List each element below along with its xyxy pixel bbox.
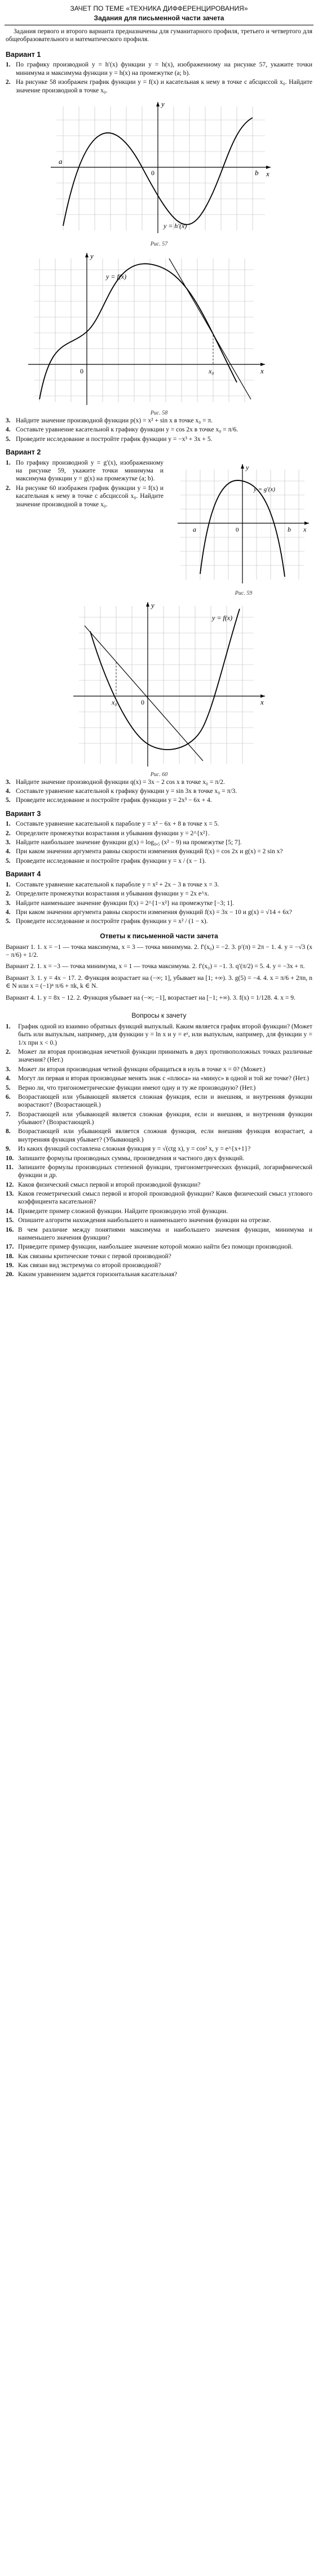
question-item: 18. Как связаны критические точки с первой производной? [0, 1252, 318, 1261]
fig59-label-y: y [246, 463, 249, 471]
question-item: 15. Опишите алгоритм нахождения наибольшего и наименьшего значения функции на отрезке. [0, 1216, 318, 1225]
figure-60 [0, 598, 318, 778]
variant2-heading: Вариант 2 [6, 448, 41, 456]
question-text: Может ли вторая производная четной функции обращаться в нуль в точке x = 0? (Может.) [18, 1066, 266, 1073]
figure-59-caption: Рис. 59 [235, 590, 253, 596]
questions-heading: Вопросы к зачету [131, 1011, 187, 1019]
fig58-label-x0: x₀ [209, 367, 214, 375]
task-text: Определите промежутки возрастания и убывания функции y = 2^{x²}. [16, 830, 210, 837]
question-item: 3. Может ли вторая производная четной функции обращаться в нуль в точке x = 0? (Может.) [0, 1065, 318, 1074]
fig60-label-origin: 0 [141, 698, 144, 706]
question-text: Каков физический смысл первой и второй производной функции? [18, 1181, 201, 1188]
figure-60-caption: Рис. 60 [150, 771, 168, 778]
question-text: Каков геометрический смысл первой и второй производной функции? Каков физический смысл углового коэффициента касательной? [18, 1191, 312, 1206]
question-text: Запишите формулы производных суммы, произведения и частного двух функций. [18, 1155, 245, 1162]
question-text: График одной из взаимно обратных функций выпуклый. Каким является график второй функции? (Может быть или выпуклым, например, для функции y = ln x и y = eˣ, или выпуклым, например, для функции y = 1/x при x < 0.) [18, 1023, 312, 1046]
task-text: Проведите исследование и постройте график функции y = −x³ + 3x + 5. [16, 435, 213, 443]
answers-heading: Ответы к письменной части зачета [100, 932, 218, 940]
question-text: Возрастающей или убывающей является сложная функция, если и внешняя, и внутренняя функции убывают? (Возрастающей.) [18, 1111, 312, 1126]
question-text: Возрастающей или убывающей является сложная функция, если и внешняя, и внутренняя функции возрастают? (Возрастающей.) [18, 1093, 312, 1109]
variant3-task-2: 2. Определите промежутки возрастания и убывания функции y = 2^{x²}. [0, 829, 318, 838]
variant1-task-2: 2. На рисунке 58 изображен график функции y = f(x) и касательная к нему в точке с абсциссой x₀. Найдите значение производной в точке x₀. [6, 79, 312, 94]
page-title: ЗАЧЕТ ПО ТЕМЕ «ТЕХНИКА ДИФФЕРЕНЦИРОВАНИЯ» [70, 5, 248, 12]
figure-59-graph [169, 458, 312, 588]
task-text: Найдите наименьшее значение функции f(x) = 2^{1−x²} на промежутке [−3; 1]. [16, 899, 234, 907]
task-text: Найдите значение производной функции p(x) = x² + sin x в точке x₀ = π. [16, 417, 213, 424]
question-text: Опишите алгоритм нахождения наибольшего и наименьшего значения функции на отрезке. [18, 1217, 271, 1224]
variant3-task-1: 1. Составьте уравнение касательной к параболе y = x² − 6x + 8 в точке x = 5. [0, 819, 318, 828]
answers-variant-4: Вариант 4. 1. y = 8x − 12. 2. Функция убывает на (−∞; −1], возрастает на [−1; +∞). 3. f(x) = 1/128. 4. x = 9. [6, 994, 295, 1001]
question-text: Запишите формулы производных степенной функции, тригонометрических функций, логарифмической функции и др. [18, 1164, 312, 1179]
variant1-task-5: 5. Проведите исследование и постройте график функции y = −x³ + 3x + 5. [0, 435, 318, 444]
fig58-label-curve: y = f(x) [106, 272, 127, 280]
question-item: 7. Возрастающей или убывающей является сложная функция, если и внешняя, и внутренняя функции убывают? (Возрастающей.) [6, 1111, 312, 1126]
variant4-heading: Вариант 4 [6, 870, 41, 879]
variant4-task-3: 3. Найдите наименьшее значение функции f(x) = 2^{1−x²} на промежутке [−3; 1]. [0, 899, 318, 908]
task-text: Составьте уравнение касательной к графику функции y = cos 2x в точке x₀ = π/6. [16, 426, 238, 434]
variant3-heading: Вариант 3 [6, 809, 41, 818]
question-item: 1. График одной из взаимно обратных функций выпуклый. Каким является график второй функции? (Может быть или выпуклым, например, для функции y = ln x и y = eˣ, или выпуклым, например, для функции y = 1/x при x < 0.) [6, 1023, 312, 1046]
question-text: В чем различие между понятиями максимума и наибольшего значения функции, минимума и наименьшего значения функции? [18, 1226, 312, 1241]
variant3-task-3: 3. Найдите наибольшее значение функции g(x) = log₀,₅ (x² − 9) на промежутке [5; 7]. [0, 838, 318, 847]
variant1-task-4: 4. Составьте уравнение касательной к графику функции y = cos 2x в точке x₀ = π/6. [0, 425, 318, 434]
task-text: Составьте уравнение касательной к параболе y = x² + 2x − 3 в точке x = 3. [16, 881, 219, 888]
figure-60-graph [0, 598, 318, 769]
answers-variant-3: Вариант 3. 1. y = 4x − 17. 2. Функция возрастает на (−∞; 1], убывает на [1; +∞). 3. g(5) = −4. 4. x = π/6 + 2πn, n ∈ N или x = (−1)ⁿ π/6 + πk, k ∈ N. [6, 974, 312, 990]
question-text: Возрастающей или убывающей является сложная функция, если внешняя функция возрастает, а внутренняя функция убывает? (Убывающей.) [18, 1128, 312, 1143]
question-text: Приведите пример сложной функции. Найдите производную этой функции. [18, 1207, 228, 1215]
fig57-label-x: x [266, 169, 270, 178]
task-text: На рисунке 60 изображен график функции y = f(x) и касательная к нему в точке с абсциссой x₀. Найдите значение производной в точке x₀. [16, 484, 164, 508]
fig60-label-curve: y = f(x) [212, 613, 233, 622]
answers-variant-2: Вариант 2. 1. x = −3 — точка минимума, x = 1 — точка максимума. 2. f′(x₀) = −1. 3. q′(π/2) = 5. 4. y = −3x + π. [6, 963, 305, 970]
task-text: Найдите наибольшее значение функции g(x) = log₀,₅ (x² − 9) на промежутке [5; 7]. [16, 839, 242, 846]
question-text: Как связаны критические точки с первой производной? [18, 1253, 171, 1260]
task-text: Составьте уравнение касательной к параболе y = x² − 6x + 8 в точке x = 5. [16, 821, 219, 828]
fig59-label-b: b [288, 525, 291, 533]
fig58-label-origin: 0 [80, 367, 83, 375]
variant3-task-4: 4. При каком значении аргумента равны скорости изменения функций f(x) = cos 2x и g(x) = 2 sin x? [0, 847, 318, 856]
task-text: Проведите исследование и постройте график функции y = x / (x − 1). [16, 857, 206, 864]
variant1-task-1: 1. По графику производной y = h′(x) функции y = h(x), изображенному на рисунке 57, укажите точки минимума и максимума функции y = h(x) на промежутке (a; b). [6, 61, 312, 77]
question-item: 20. Каким уравнением задается горизонтальная касательная? [0, 1270, 318, 1279]
question-item: 2. Может ли вторая производная нечетной функции принимать в двух противоположных точках различные значения? (Нет.) [6, 1049, 312, 1064]
question-text: Из каких функций составлена сложная функция y = √(ctg x), y = cos² x, y = e^{x+1}? [18, 1146, 251, 1153]
question-item: 10. Запишите формулы производных суммы, произведения и частного двух функций. [0, 1154, 318, 1163]
question-item: 12. Каков физический смысл первой и второй производной функции? [0, 1180, 318, 1189]
task-text: При каком значении аргумента равны скорости изменения функций f(x) = 3x − 10 и g(x) = √14 + 6x? [16, 908, 292, 916]
question-item: 8. Возрастающей или убывающей является сложная функция, если внешняя функция возрастает, а внутренняя функция убывает? (Убывающей.) [6, 1128, 312, 1143]
variant2-task-4: 4. Составьте уравнение касательной к графику функции y = sin 3x в точке x₀ = π/3. [0, 787, 318, 796]
task-text: По графику производной y = g′(x), изображенному на рисунке 59, укажите точки минимума и максимума функции y = g(x) на промежутке (a; b). [16, 459, 164, 483]
question-item: 9. Из каких функций составлена сложная функция y = √(ctg x), y = cos² x, y = e^{x+1}? [0, 1144, 318, 1153]
question-item: 4. Могут ли первая и вторая производные менять знак с «плюса» на «минус» в одной и той же точке? (Нет.) [0, 1074, 318, 1083]
variant2-task-1: 1. По графику производной y = g′(x), изображенному на рисунке 59, укажите точки минимума и максимума функции y = g(x) на промежутке (a; b). [6, 459, 164, 483]
question-text: Приведите пример функции, наибольшее значение которой можно найти без помощи производной. [18, 1244, 293, 1251]
fig57-label-curve: y = h′(x) [164, 221, 187, 230]
variant4-task-5: 5. Проведите исследование и постройте график функции y = x² / (1 − x). [0, 917, 318, 926]
variant2-top [0, 458, 318, 598]
fig59-label-x: x [303, 525, 307, 533]
figure-58-graph [0, 247, 318, 408]
question-text: Верно ли, что тригонометрические функции имеют одну и ту же производную? (Нет.) [18, 1084, 256, 1091]
fig60-label-x: x [260, 697, 264, 706]
figure-57 [0, 95, 318, 247]
task-text: Найдите значение производной функции q(x) = 3x − 2 cos x в точке x₀ = π/2. [16, 778, 225, 786]
figure-57-caption: Рис. 57 [150, 241, 168, 248]
variant2-task-5: 5. Проведите исследование и постройте график функции y = 2x³ − 6x + 4. [0, 796, 318, 805]
task-text: Составьте уравнение касательной к графику функции y = sin 3x в точке x₀ = π/3. [16, 787, 237, 795]
task-text: Определите промежутки возрастания и убывания функции y = 2x e^x. [16, 890, 210, 898]
fig60-label-y: y [151, 600, 154, 609]
figure-58-caption: Рис. 58 [150, 410, 168, 417]
fig57-label-a: a [59, 157, 63, 166]
figure-57-graph [0, 95, 318, 239]
variant1-task-3: 3. Найдите значение производной функции p(x) = x² + sin x в точке x₀ = π. [0, 416, 318, 425]
fig59-label-origin: 0 [236, 526, 239, 533]
variant2-task-3: 3. Найдите значение производной функции q(x) = 3x − 2 cos x в точке x₀ = π/2. [0, 778, 318, 787]
questions-list [0, 1022, 318, 1280]
variant4-task-4: 4. При каком значении аргумента равны скорости изменения функций f(x) = 3x − 10 и g(x) = √14 + 6x? [0, 908, 318, 917]
question-item: 6. Возрастающей или убывающей является сложная функция, если и внешняя, и внутренняя функции возрастают? (Возрастающей.) [6, 1093, 312, 1109]
question-item: 14. Приведите пример сложной функции. Найдите производную этой функции. [0, 1207, 318, 1216]
question-text: Каким уравнением задается горизонтальная касательная? [18, 1271, 178, 1278]
question-item: 13. Каков геометрический смысл первой и второй производной функции? Каков физический смысл углового коэффициента касательной? [6, 1191, 312, 1206]
variant1-heading: Вариант 1 [6, 50, 41, 59]
question-item: 17. Приведите пример функции, наибольшее значение которой можно найти без помощи производной. [0, 1242, 318, 1251]
fig57-label-y: y [161, 99, 165, 108]
variant4-task-1: 1. Составьте уравнение касательной к параболе y = x² + 2x − 3 в точке x = 3. [0, 880, 318, 889]
variant4-task-2: 2. Определите промежутки возрастания и убывания функции y = 2x e^x. [0, 889, 318, 898]
task-text: Проведите исследование и постройте график функции y = 2x³ − 6x + 4. [16, 797, 212, 804]
figure-58 [0, 247, 318, 416]
variant3-task-5: 5. Проведите исследование и постройте график функции y = x / (x − 1). [0, 857, 318, 866]
question-item: 19. Как связан вид экстремума со второй производной? [0, 1261, 318, 1270]
task-text: Проведите исследование и постройте график функции y = x² / (1 − x). [16, 918, 208, 925]
task-text: При каком значении аргумента равны скорости изменения функций f(x) = cos 2x и g(x) = 2 sin x? [16, 848, 283, 855]
fig57-label-b: b [255, 168, 259, 177]
intro-paragraph: Задания первого и второго варианта предназначены для гуманитарного профиля, третьего и четвертого для общеобразовательного и математического профиля. [6, 28, 312, 43]
page-subtitle: Задания для письменной части зачета [94, 14, 224, 22]
question-item: 11. Запишите формулы производных степенной функции, тригонометрических функций, логарифмической функции и др. [6, 1164, 312, 1179]
fig59-label-a: a [193, 525, 196, 533]
figure-59 [169, 458, 318, 598]
question-item: 16. В чем различие между понятиями максимума и наибольшего значения функции, минимума и наименьшего значения функции? [6, 1226, 312, 1241]
answers-variant-1: Вариант 1. 1. x = −1 — точка максимума, x = 3 — точка минимума. 2. f′(x₀) = −2. 3. p′(π) = 2π − 1. 4. y = −√3 (x − π/6) + 1/2. [6, 943, 312, 959]
task-text: По графику производной y = h′(x) функции y = h(x), изображенному на рисунке 57, укажите точки минимума и максимума функции y = h(x) на промежутке (a; b). [16, 61, 312, 77]
task-text: На рисунке 58 изображен график функции y = f(x) и касательная к нему в точке с абсциссой x₀. Найдите значение производной в точке x₀. [16, 79, 312, 94]
fig58-label-y: y [90, 251, 94, 260]
fig57-label-origin: 0 [151, 168, 154, 177]
fig58-label-x: x [260, 366, 264, 375]
fig60-label-x0: x₀ [112, 698, 117, 706]
question-item: 5. Верно ли, что тригонометрические функции имеют одну и ту же производную? (Нет.) [0, 1084, 318, 1093]
question-text: Может ли вторая производная нечетной функции принимать в двух противоположных точках различные значения? (Нет.) [18, 1049, 312, 1064]
question-text: Как связан вид экстремума со второй производной? [18, 1262, 161, 1269]
question-text: Могут ли первая и вторая производные менять знак с «плюса» на «минус» в одной и той же точке? (Нет.) [18, 1075, 309, 1082]
variant2-task-2: 2. На рисунке 60 изображен график функции y = f(x) и касательная к нему в точке с абсциссой x₀. Найдите значение производной в точке x₀. [6, 484, 164, 508]
fig59-label-curve: y = g′(x) [254, 485, 275, 493]
